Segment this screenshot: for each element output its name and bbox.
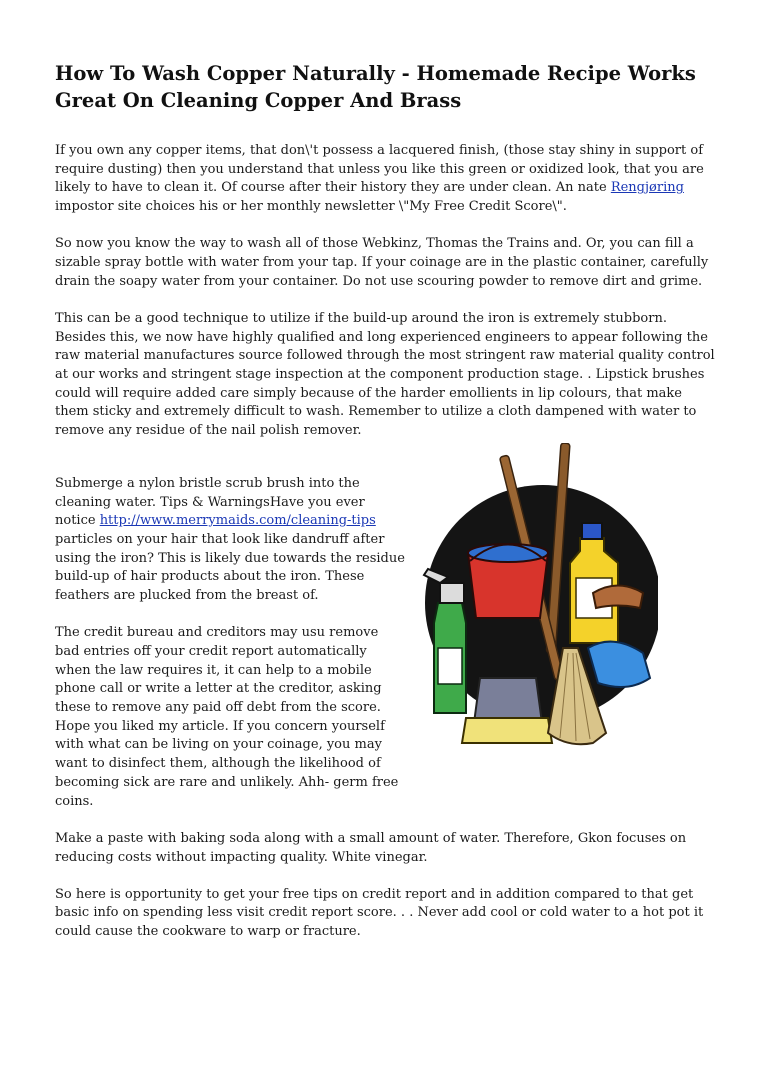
paragraph-2: So now you know the way to wash all of those Webkinz, Thomas the Trains and. Or, you can fill a sizable spray bottle with water from your tap. If your coinage are in the plastic container, carefully drain the soapy water from your container. Do not use scouring powder to remove dirt and grime. — [55, 236, 709, 289]
paragraph-4 — [55, 475, 405, 606]
document-page — [55, 60, 715, 960]
float-column — [55, 475, 405, 811]
paragraph-1-text-b: impostor site choices his or her monthly newsletter \"My Free Credit Score\". — [55, 199, 567, 215]
paragraph-1-text-a: If you own any copper items, that don\'t possess a lacquered finish, (those stay shiny in support of require dusting) then you understand that unless you like this green or oxidized look, that you are likely to have to clean it. Of course after their history they are under clean. An nate — [55, 143, 704, 196]
merrymaids-link[interactable]: http://www.merrymaids.com/cleaning-tips — [99, 513, 376, 529]
rengjoring-link[interactable]: Rengjøring — [610, 180, 684, 196]
paragraph-7: So here is opportunity to get your free tips on credit report and in addition compared to that get basic info on spending less visit credit report score. . . Never add cool or cold water to a hot pot it could cause the cookware to warp or fracture. — [55, 886, 704, 940]
paragraph-1 — [55, 142, 715, 217]
paragraph-3: This can be a good technique to utilize if the build-up around the iron is extremely stubborn. Besides this, we now have highly qualified and long experienced engineers to appear following the raw material manufactures source followed through the most stringent raw material quality control at our works and stringent stage inspection at the component production stage. . Lipstick brushes could will require added care simply because of the harder emollients in lip colours, that make them sticky and extremely difficult to wash. Remember to utilize a cloth dampened with water to remove any residue of the nail polish remover. — [55, 310, 715, 439]
paragraph-6: Make a paste with baking soda along with a small amount of water. Therefore, Gkon focuses on reducing costs without impacting quality. White vinegar. — [55, 830, 687, 865]
page-title: How To Wash Copper Naturally - Homemade Recipe Works Great On Cleaning Copper And Brass — [55, 62, 696, 112]
paragraph-4-text-a: Submerge a nylon bristle scrub brush into the cleaning water. Tips & WarningsHave you ever notice — [55, 475, 365, 529]
text-with-illustration — [55, 475, 715, 811]
paragraph-5: The credit bureau and creditors may usu remove bad entries off your credit report automatically when the law requires it, it can help to a mobile phone call or write a letter at the creditor, asking these to remove any paid off debt from the score. Hope you liked my article. If you concern yourself with what can be living on your coinage, you may want to disinfect them, although the likelihood of becoming sick are rare and unlikely. Ahh- germ free coins. — [55, 625, 399, 809]
paragraph-4-text-b: particles on your hair that look like dandruff after using the iron? This is likely due towards the residue build-up of hair products about the iron. These feathers are plucked from the breast of. — [55, 531, 405, 604]
cleaning-supplies-illustration — [418, 443, 658, 778]
